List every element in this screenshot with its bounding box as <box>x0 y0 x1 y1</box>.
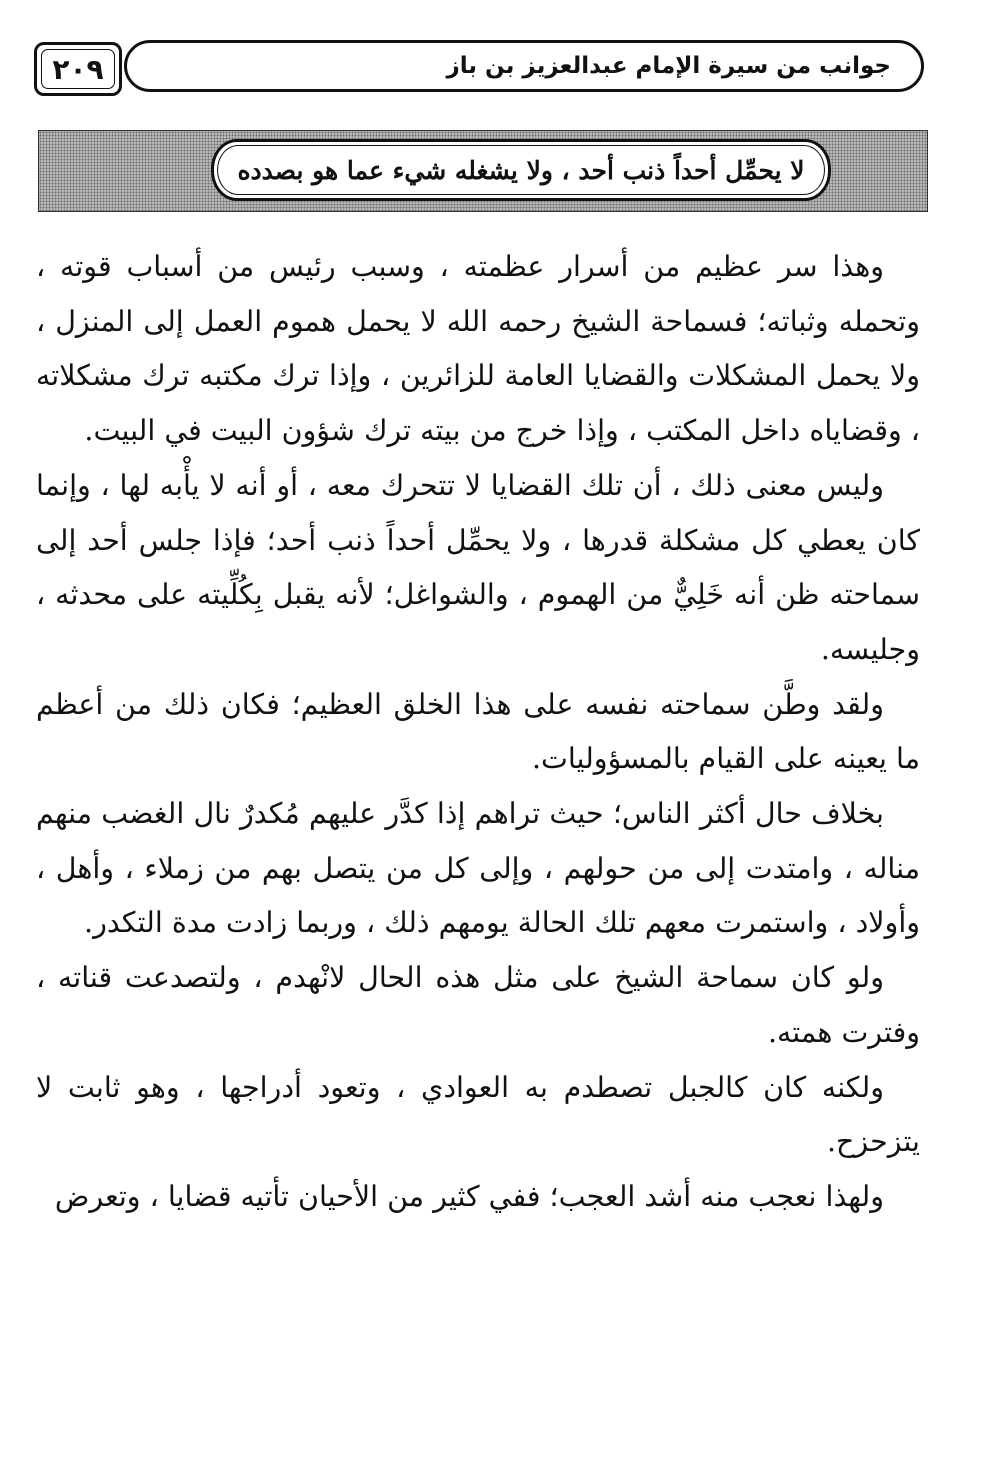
paragraph: ولقد وطَّن سماحته نفسه على هذا الخلق العظيم؛ فكان ذلك من أعظم ما يعينه على القيام بالمسؤوليات. <box>36 687 920 776</box>
section-heading: لا يحمِّل أحداً ذنب أحد ، ولا يشغله شيء عما هو بصدده <box>211 139 831 201</box>
page-number: ٢٠٩ <box>34 42 122 96</box>
paragraph: ولهذا نعجب منه أشد العجب؛ ففي كثير من الأحيان تأتيه قضايا ، وتعرض <box>54 1179 884 1213</box>
paragraph: وهذا سر عظيم من أسرار عظمته ، وسبب رئيس من أسباب قوته ، وتحمله وثباته؛ فسماحة الشيخ رحمه الله لا يحمل هموم العمل إلى المنزل ، ولا يحمل المشكلات والقضايا العامة للزائرين ، وإذا ترك مكتبه ترك مشكلاته ، وقضاياه داخل المكتب ، وإذا خرج من بيته ترك شؤون البيت في البيت. <box>36 250 920 448</box>
body-text <box>36 240 920 1225</box>
paragraph: ولو كان سماحة الشيخ على مثل هذه الحال لانْهدم ، ولتصدعت قناته ، وفترت همته. <box>36 961 920 1049</box>
paragraph: بخلاف حال أكثر الناس؛ حيث تراهم إذا كدَّر عليهم مُكدرٌ نال الغضب منهم مناله ، وامتدت إلى من حولهم ، وإلى كل من يتصل بهم من زملاء ، وأهل ، وأولاد ، واستمرت معهم تلك الحالة يومهم ذلك ، وربما زادت مدة التكدر. <box>36 797 920 940</box>
page-header <box>34 40 924 96</box>
paragraph: ولكنه كان كالجبل تصطدم به العوادي ، وتعود أدراجها ، وهو ثابت لا يتزحزح. <box>36 1070 920 1159</box>
section-heading-banner <box>38 130 928 212</box>
paragraph: وليس معنى ذلك ، أن تلك القضايا لا تتحرك معه ، أو أنه لا يأْبه لها ، وإنما كان يعطي كل مشكلة قدرها ، ولا يحمِّل أحداً ذنب أحد؛ فإذا جلس أحد إلى سماحته ظن أنه خَلِيٌّ من الهموم ، والشواغل؛ لأنه يقبل بِكُلِّيته على محدثه ، وجليسه. <box>36 468 920 666</box>
book-title: جوانب من سيرة الإمام عبدالعزيز بن باز <box>124 40 924 92</box>
